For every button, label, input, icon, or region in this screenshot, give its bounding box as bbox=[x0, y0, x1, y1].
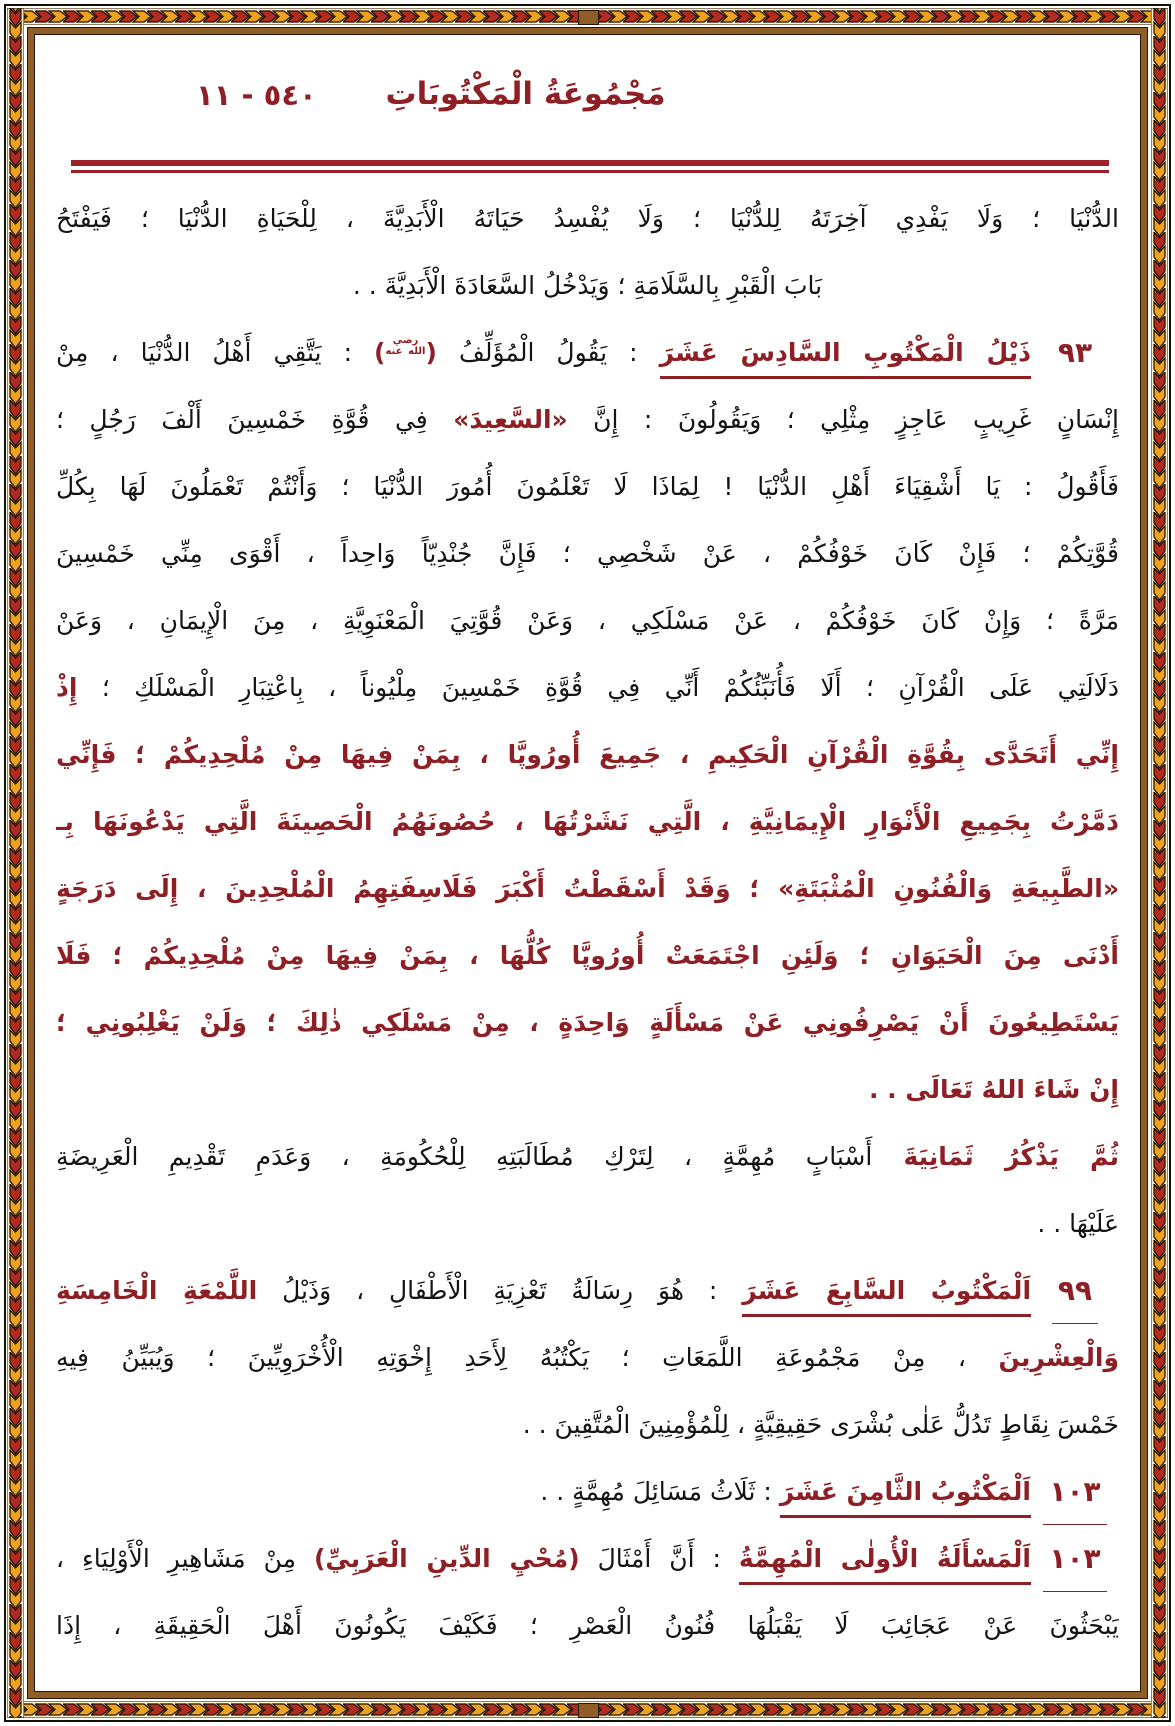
body-segment: يَبْحَثُونَ عَنْ عَجَائِبَ لَا يَقْبَلُهَا فُنُونُ الْعَصْرِ ؛ فَكَيْفَ يَكُونُونَ أَهْلَ الْحَقِيقَةِ ، إِذَا bbox=[56, 1611, 1119, 1640]
border-center-knot-top bbox=[578, 10, 599, 25]
text-line bbox=[56, 788, 1119, 855]
body-segment: فَأَقُولُ : يَا أَشْقِيَاءَ أَهْلِ الدُّنْيَا ! لِمَاذَا لَا تَعْلَمُونَ أُمُورَ الدُّنْيَا ؛ وَأَنْتُمْ تَعْمَلُونَ لَهَا بِكُلِّ bbox=[56, 472, 1119, 501]
text-line bbox=[56, 855, 1119, 922]
body-segment: دَلَالَتِي عَلَى الْقُرْآنِ ؛ أَلَا فَأُنَبِّئُكُمْ أَنِّي فِي قُوَّةِ خَمْسِينَ مِلْيُوناً ، بِاعْتِبَارِ الْمَسْلَكِ ؛ bbox=[77, 673, 1119, 702]
red-passage-segment: إِنْ شَاءَ اللهُ تَعَالَى . . bbox=[868, 1075, 1119, 1104]
heading-title: ذَيْلُ الْمَكْتُوبِ السَّادِسَ عَشَرَ bbox=[660, 338, 1031, 379]
header-divider bbox=[71, 160, 1109, 173]
emphasis-segment: وَالْعِشْرِينَ bbox=[998, 1343, 1119, 1372]
emphasis-segment: «السَّعِيدَ» bbox=[453, 405, 568, 434]
body-segment: إِنْسَانٍ غَرِيبٍ عَاجِزٍ مِثْلِي ؛ وَيَقُولُونَ : إِنَّ bbox=[567, 405, 1119, 434]
emphasis-segment: إِذْ bbox=[56, 673, 78, 702]
heading-title: اَلْمَكْتُوبُ الثَّامِنَ عَشَرَ bbox=[780, 1477, 1031, 1518]
emphasis-segment: ثُمَّ يَذْكُرُ ثَمَانِيَةَ bbox=[872, 1142, 1119, 1171]
body-segment: أَسْبَابٍ مُهِمَّةٍ ، لِتَرْكِ مُطَالَبَتِهِ لِلْحُكُومَةِ ، وَعَدَمِ تَقْدِيمِ الْعَرِيضَةِ bbox=[56, 1142, 873, 1171]
ornamental-border-right bbox=[1151, 8, 1168, 1718]
red-passage-segment: «الطَّبِيعَةِ وَالْفُنُونِ الْمُثْبَتَةِ» ؛ وَقَدْ أَسْقَطْتُ أَكْبَرَ فَلَاسِفَتِهِمُ الْمُلْحِدِينَ ، إِلَى دَرَجَةٍ bbox=[56, 874, 1119, 903]
body-segment: بَابَ الْقَبْرِ بِالسَّلَامَةِ ؛ وَيَدْخُلُ السَّعَادَةَ الْأَبَدِيَّةَ . . bbox=[352, 271, 823, 300]
margin-number-value: ١٠٣ bbox=[1043, 1537, 1106, 1592]
text-line bbox=[56, 587, 1119, 654]
text-line bbox=[56, 252, 1119, 319]
seal-paren-open: ( bbox=[425, 338, 437, 367]
heading-title: اَلْمَكْتُوبُ السَّابِعَ عَشَرَ bbox=[742, 1276, 1031, 1317]
body-segment: : يَتَّقِي أَهْلُ الدُّنْيَا ، مِنْ bbox=[56, 338, 375, 367]
body-segment: عَلَيْهَا . . bbox=[1037, 1209, 1119, 1238]
text-line bbox=[56, 1391, 1119, 1458]
ornamental-border-left bbox=[7, 8, 24, 1718]
body-segment: مِنْ مَشَاهِيرِ الْأَوْلِيَاءِ ، bbox=[56, 1544, 314, 1573]
section-heading-row bbox=[56, 1257, 1119, 1324]
text-line bbox=[56, 453, 1119, 520]
body-segment: : أَنَّ أَمْثَالَ bbox=[579, 1544, 739, 1573]
seal-paren-close: ) bbox=[374, 338, 386, 367]
section-heading-row bbox=[56, 1525, 1119, 1592]
text-line bbox=[56, 520, 1119, 587]
body-segment: : هُوَ رِسَالَةُ تَعْزِيَةِ الْأَطْفَالِ ، وَذَيْلُ bbox=[257, 1276, 743, 1305]
text-line bbox=[56, 989, 1119, 1056]
text-line bbox=[56, 1324, 1119, 1391]
body-segment: خَمْسَ نِقَاطٍ تَدُلُّ عَلٰى بُشْرَى حَقِيقِيَّةٍ ، لِلْمُؤْمِنِينَ الْمُتَّقِينَ . . bbox=[522, 1410, 1119, 1439]
heading-text bbox=[56, 319, 1031, 386]
heading-title: اَلْمَسْأَلَةُ الْأُولٰى الْمُهِمَّةُ bbox=[739, 1544, 1031, 1585]
book-title: مَجْمُوعَةُ الْمَكْتُوبَاتِ bbox=[385, 76, 666, 112]
body-segment: الدُّنْيَا ؛ وَلَا يَفْدِي آخِرَتَهُ لِلدُّنْيَا ؛ وَلَا يُفْسِدُ حَيَاتَهُ الْأَبَدِيَّةَ ، لِلْحَيَاةِ الدُّنْيَا ؛ فَيَفْتَحُ bbox=[56, 204, 1119, 233]
red-passage-segment: يَسْتَطِيعُونَ أَنْ يَصْرِفُونِي عَنْ مَسْأَلَةٍ وَاحِدَةٍ ، مِنْ مَسْلَكِي ذٰلِكَ ؛ وَلَنْ يَغْلِبُونِي ؛ bbox=[56, 1008, 1119, 1037]
margin-number-value: ١٠٣ bbox=[1043, 1470, 1106, 1525]
margin-number bbox=[1031, 1257, 1119, 1324]
margin-number bbox=[1031, 1525, 1119, 1592]
page-content bbox=[36, 36, 1139, 1690]
page-header bbox=[36, 74, 1139, 146]
margin-number-value: ٩٩ bbox=[1052, 1269, 1098, 1324]
body-segment: : يَقُولُ الْمُؤَلِّفُ bbox=[436, 338, 660, 367]
margin-number-value: ٩٣ bbox=[1057, 336, 1093, 369]
body-segment: قُوَّتِكُمْ ؛ فَإِنْ كَانَ خَوْفُكُمْ ، عَنْ شَخْصِي ؛ فَإِنَّ جُنْدِيّاً وَاحِداً ، أَقْوَى مِنِّي خَمْسِينَ bbox=[56, 539, 1119, 568]
body-segment: فِي قُوَّةِ خَمْسِينَ أَلْفَ رَجُلٍ ؛ bbox=[56, 405, 454, 434]
section-heading-row bbox=[56, 1458, 1119, 1525]
body-text bbox=[56, 185, 1119, 1659]
margin-number bbox=[1031, 1458, 1119, 1525]
text-line bbox=[56, 721, 1119, 788]
heading-text bbox=[56, 1458, 1031, 1525]
text-line bbox=[56, 386, 1119, 453]
page-number: ٥٤٠ - ١١ bbox=[196, 78, 317, 112]
heading-text bbox=[56, 1525, 1031, 1592]
emphasis-segment: اللَّمْعَةِ الْخَامِسَةِ bbox=[56, 1276, 258, 1305]
heading-text bbox=[56, 1257, 1031, 1324]
body-segment: مَرَّةً ؛ وَإِنْ كَانَ خَوْفُكُمْ ، عَنْ مَسْلَكِي ، وَعَنْ قُوَّتِيَ الْمَعْنَوِيَّةِ ، مِنَ الْإِيمَانِ ، وَعَنْ bbox=[56, 606, 1119, 635]
rady-allahu-anhu-seal-icon: رضي الله عنه bbox=[385, 335, 426, 357]
red-passage-segment: أَدْنَى مِنَ الْحَيَوَانِ ؛ وَلَئِنِ اجْتَمَعَتْ أُورُوپَّا كُلُّهَا ، بِمَنْ فِيهَا مِنْ مُلْحِدِيكُمْ ؛ فَلَا bbox=[56, 941, 1119, 970]
header-divider-thin-line bbox=[71, 170, 1109, 173]
border-center-knot-bottom bbox=[578, 1703, 599, 1718]
text-line bbox=[56, 185, 1119, 252]
text-line bbox=[56, 1190, 1119, 1257]
text-line bbox=[56, 1123, 1119, 1190]
text-line bbox=[56, 922, 1119, 989]
section-heading-row bbox=[56, 319, 1119, 386]
red-passage-segment: دَمَّرْتُ بِجَمِيعِ الْأَنْوَارِ الْإِيمَانِيَّةِ ، الَّتِي نَشَرْتُهَا ، حُصُونَهُمُ الْحَصِينَةَ الَّتِي يَدْعُونَهَا بِـ bbox=[56, 807, 1119, 836]
body-segment: : ثَلَاثُ مَسَائِلَ مُهِمَّةٍ . . bbox=[540, 1477, 780, 1506]
text-line bbox=[56, 1592, 1119, 1659]
header-divider-thick-line bbox=[71, 160, 1109, 166]
text-line bbox=[56, 654, 1119, 721]
margin-number bbox=[1031, 319, 1119, 386]
red-passage-segment: إِنِّي أَتَحَدَّى بِقُوَّةِ الْقُرْآنِ الْحَكِيمِ ، جَمِيعَ أُورُوپَّا ، بِمَنْ فِيهَا مِنْ مُلْحِدِيكُمْ ؛ فَإِنِّي bbox=[56, 740, 1119, 769]
text-line bbox=[56, 1056, 1119, 1123]
body-segment: ، مِنْ مَجْمُوعَةِ اللَّمَعَاتِ ؛ يَكْتُبُهُ لِأَحَدِ إِخْوَتِهِ الْأُخْرَوِيِّينَ ؛ وَيُبَيِّنُ فِيهِ bbox=[56, 1343, 999, 1372]
emphasis-segment: (مُحْيِ الدِّينِ الْعَرَبِيِّ) bbox=[314, 1544, 580, 1573]
